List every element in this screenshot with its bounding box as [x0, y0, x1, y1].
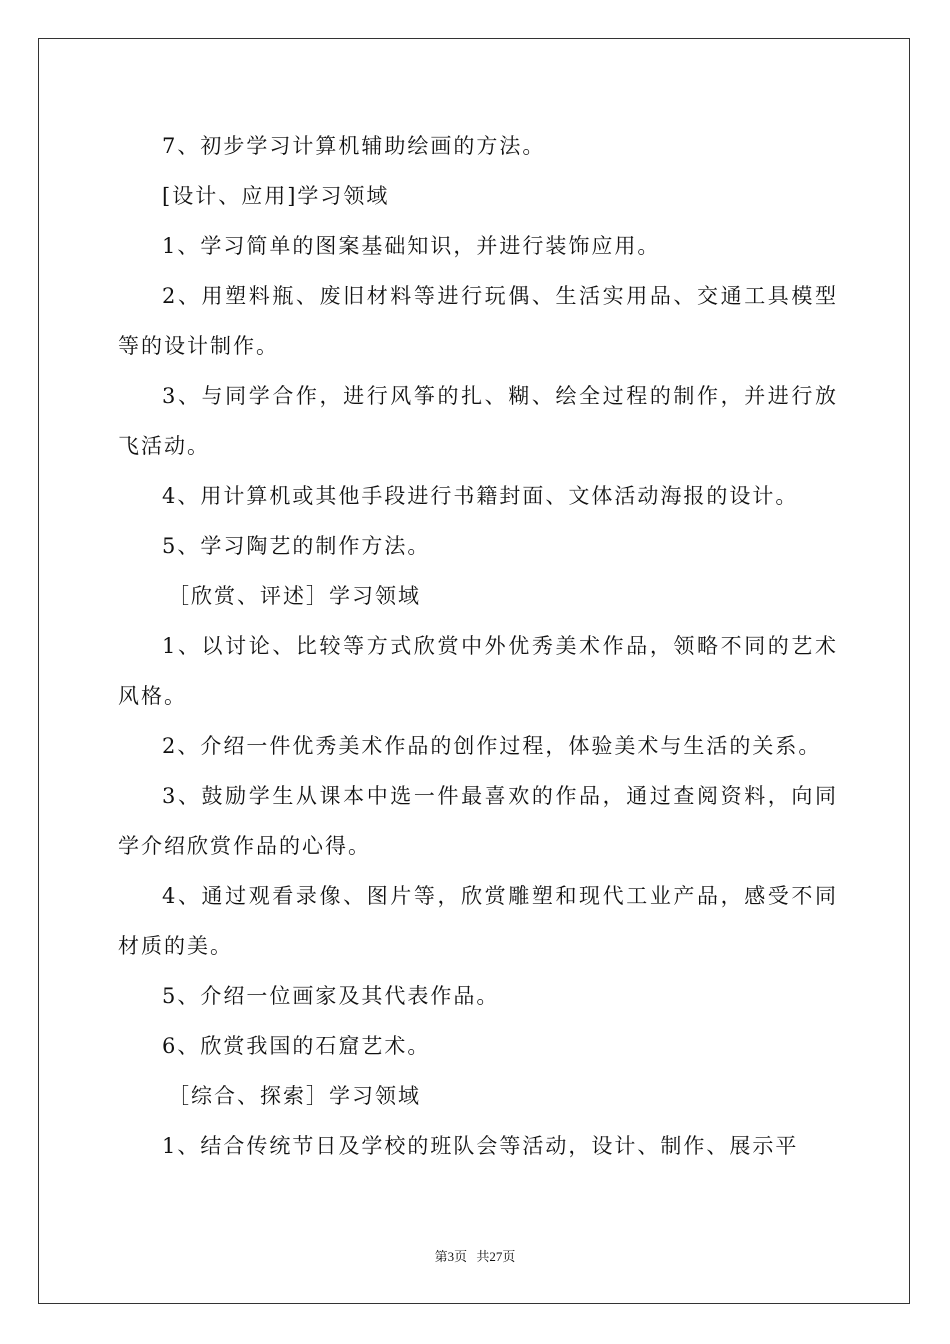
paragraph: 5、学习陶艺的制作方法。: [162, 534, 431, 558]
document-body: [118, 121, 838, 1171]
paragraph: 7、初步学习计算机辅助绘画的方法。: [162, 134, 546, 158]
page-footer: [0, 1246, 950, 1265]
paragraph: 3、与同学合作，进行风筝的扎、糊、绘全过程的制作，并进行放飞活动。: [118, 384, 838, 458]
paragraph: 1、学习简单的图案基础知识，并进行装饰应用。: [162, 234, 661, 258]
total-pages: 共27页: [476, 1249, 516, 1264]
paragraph: 1、结合传统节日及学校的班队会等活动，设计、制作、展示平: [162, 1134, 799, 1158]
paragraph: 1、以讨论、比较等方式欣赏中外优秀美术作品，领略不同的艺术风格。: [118, 634, 838, 708]
paragraph: 5、介绍一位画家及其代表作品。: [162, 984, 500, 1008]
paragraph: 4、通过观看录像、图片等，欣赏雕塑和现代工业产品，感受不同材质的美。: [118, 884, 838, 958]
section-heading: [设计、应用]学习领域: [162, 184, 390, 208]
paragraph: 3、鼓励学生从课本中选一件最喜欢的作品，通过查阅资料，向同学介绍欣赏作品的心得。: [118, 784, 838, 858]
paragraph: 2、用塑料瓶、废旧材料等进行玩偶、生活实用品、交通工具模型等的设计制作。: [118, 284, 838, 358]
paragraph: 6、欣赏我国的石窟艺术。: [162, 1034, 431, 1058]
paragraph: 4、用计算机或其他手段进行书籍封面、文体活动海报的设计。: [162, 484, 799, 508]
section-heading: ［欣赏、评述］学习领域: [168, 584, 421, 608]
section-heading: ［综合、探索］学习领域: [168, 1084, 421, 1108]
page-number: 第3页: [434, 1249, 468, 1264]
paragraph: 2、介绍一件优秀美术作品的创作过程，体验美术与生活的关系。: [162, 734, 822, 758]
